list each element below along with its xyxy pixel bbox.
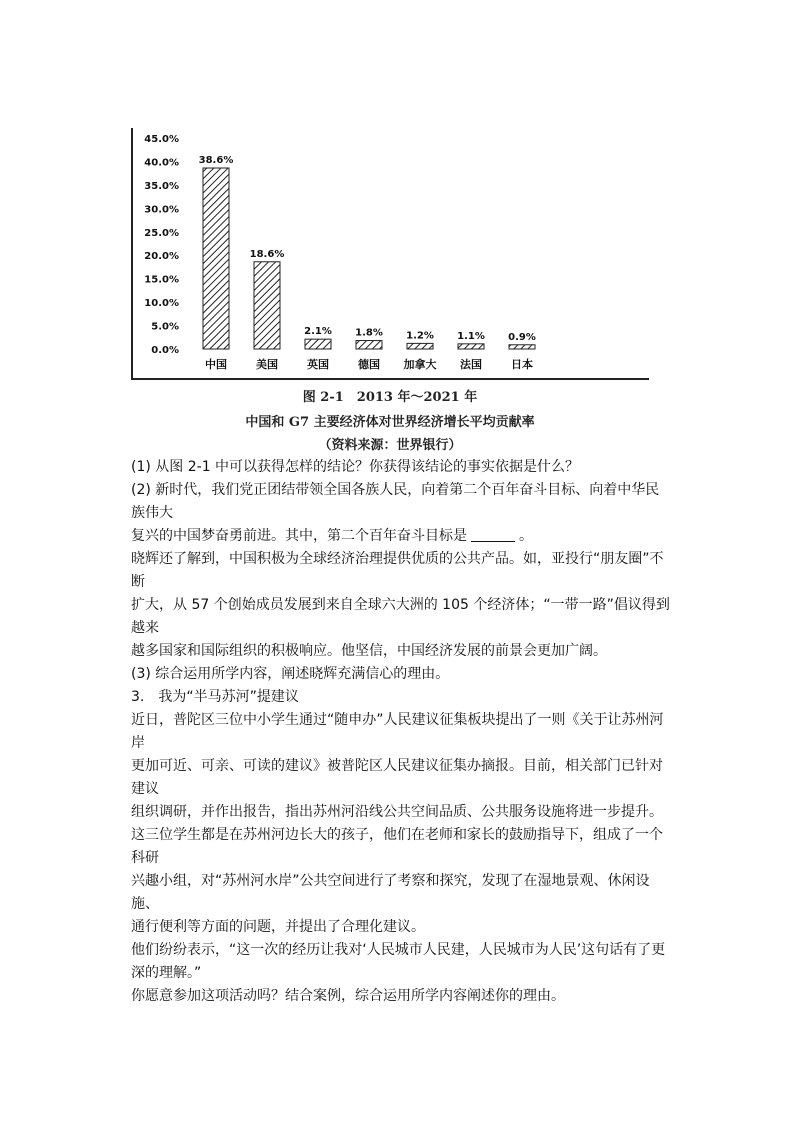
question-4: 你愿意参加这项活动吗？结合案例，综合运用所学内容阐述你的理由。 xyxy=(131,988,565,1004)
question-2-text: 复兴的中国梦奋勇前进。其中，第二个百年奋斗目标是 xyxy=(131,528,467,544)
bar xyxy=(203,168,229,349)
question-2-line-1: (2) 新时代，我们党正团结带领全国各族人民，向着第二个百年奋斗目标、向着中华民族伟大 xyxy=(131,482,660,521)
question-text xyxy=(131,456,671,1008)
paragraph-line: 近日，普陀区三位中小学生通过“随申办”人民建议征集板块提出了一则《关于让苏州河岸 xyxy=(131,712,664,751)
y-tick-label: 5.0% xyxy=(151,321,179,333)
bar-value-label: 1.1% xyxy=(457,330,485,342)
bar xyxy=(458,344,484,349)
paragraph-line: 他们纷纷表示，“这一次的经历让我对‘人民城市人民建，人民城市为人民’这句话有了更 xyxy=(131,942,666,958)
bar-chart xyxy=(131,128,649,380)
y-tick-label: 40.0% xyxy=(144,157,179,169)
bar-value-label: 1.8% xyxy=(355,327,383,339)
answer-blank[interactable] xyxy=(471,527,515,542)
paragraph-line: 兴趣小组，对“苏州河水岸”公共空间进行了考察和探究，发现了在湿地景观、休闲设施、 xyxy=(131,873,650,912)
bar xyxy=(356,341,382,349)
paragraph-line: 更加可近、可亲、可读的建议》被普陀区人民建议征集办摘报。目前，相关部门已针对建议 xyxy=(131,758,663,797)
x-category-label: 德国 xyxy=(358,358,380,371)
bar xyxy=(509,345,535,349)
y-tick-label: 10.0% xyxy=(144,298,179,310)
question-2-line-2 xyxy=(131,525,671,548)
x-category-label: 中国 xyxy=(205,358,227,371)
bar xyxy=(407,343,433,349)
bar-value-label: 0.9% xyxy=(508,331,536,343)
paragraph-line: 扩大，从 57 个创始成员发展到来自全球六大洲的 105 个经济体；“一带一路”倡议得到越来 xyxy=(131,597,670,636)
paragraph-line: 通行便利等方面的问题，并提出了合理化建议。 xyxy=(131,919,425,935)
question-1: (1) 从图 2-1 中可以获得怎样的结论？你获得该结论的事实依据是什么？ xyxy=(131,459,580,475)
bar-value-label: 38.6% xyxy=(198,155,234,167)
x-category-label: 英国 xyxy=(307,358,329,371)
y-tick-label: 15.0% xyxy=(144,274,179,286)
y-tick-label: 30.0% xyxy=(144,204,179,216)
question-3: (3) 综合运用所学内容，阐述晓辉充满信心的理由。 xyxy=(131,666,450,682)
y-tick-label: 0.0% xyxy=(151,345,179,356)
paragraph-line: 越多国家和国际组织的积极响应。他坚信，中国经济发展的前景会更加广阔。 xyxy=(131,643,607,659)
paragraph-line: 这三位学生都是在苏州河边长大的孩子，他们在老师和家长的鼓励指导下，组成了一个科研 xyxy=(131,827,663,866)
paragraph-line: 深的理解。” xyxy=(131,965,202,981)
section-heading: 3. 我为“半马苏河”提建议 xyxy=(131,689,299,705)
figure-caption-source: （资料来源：世界银行） xyxy=(318,438,462,453)
paragraph-line: 晓辉还了解到，中国积极为全球经济治理提供优质的公共产品。如，亚投行“朋友圈”不断 xyxy=(131,551,664,590)
question-2-end: 。 xyxy=(519,528,533,544)
y-tick-label: 45.0% xyxy=(144,134,179,145)
x-category-label: 法国 xyxy=(460,358,482,371)
chart-svg xyxy=(133,128,651,380)
bar-value-label: 1.2% xyxy=(406,330,434,342)
bar xyxy=(254,262,280,349)
x-category-label: 日本 xyxy=(511,358,533,371)
y-tick-label: 25.0% xyxy=(144,227,179,239)
x-category-label: 美国 xyxy=(256,358,278,371)
x-category-label: 加拿大 xyxy=(403,358,437,371)
bar-value-label: 18.6% xyxy=(249,248,285,260)
figure-caption-title: 图 2-1 2013 年～2021 年 xyxy=(302,390,478,405)
y-tick-label: 20.0% xyxy=(144,251,179,263)
y-tick-label: 35.0% xyxy=(144,180,179,192)
bar-value-label: 2.1% xyxy=(304,326,332,338)
bar xyxy=(305,339,331,349)
paragraph-line: 组织调研，并作出报告，指出苏州河沿线公共空间品质、公共服务设施将进一步提升。 xyxy=(131,804,663,820)
figure-caption-subtitle: 中国和 G7 主要经济体对世界经济增长平均贡献率 xyxy=(245,415,535,430)
